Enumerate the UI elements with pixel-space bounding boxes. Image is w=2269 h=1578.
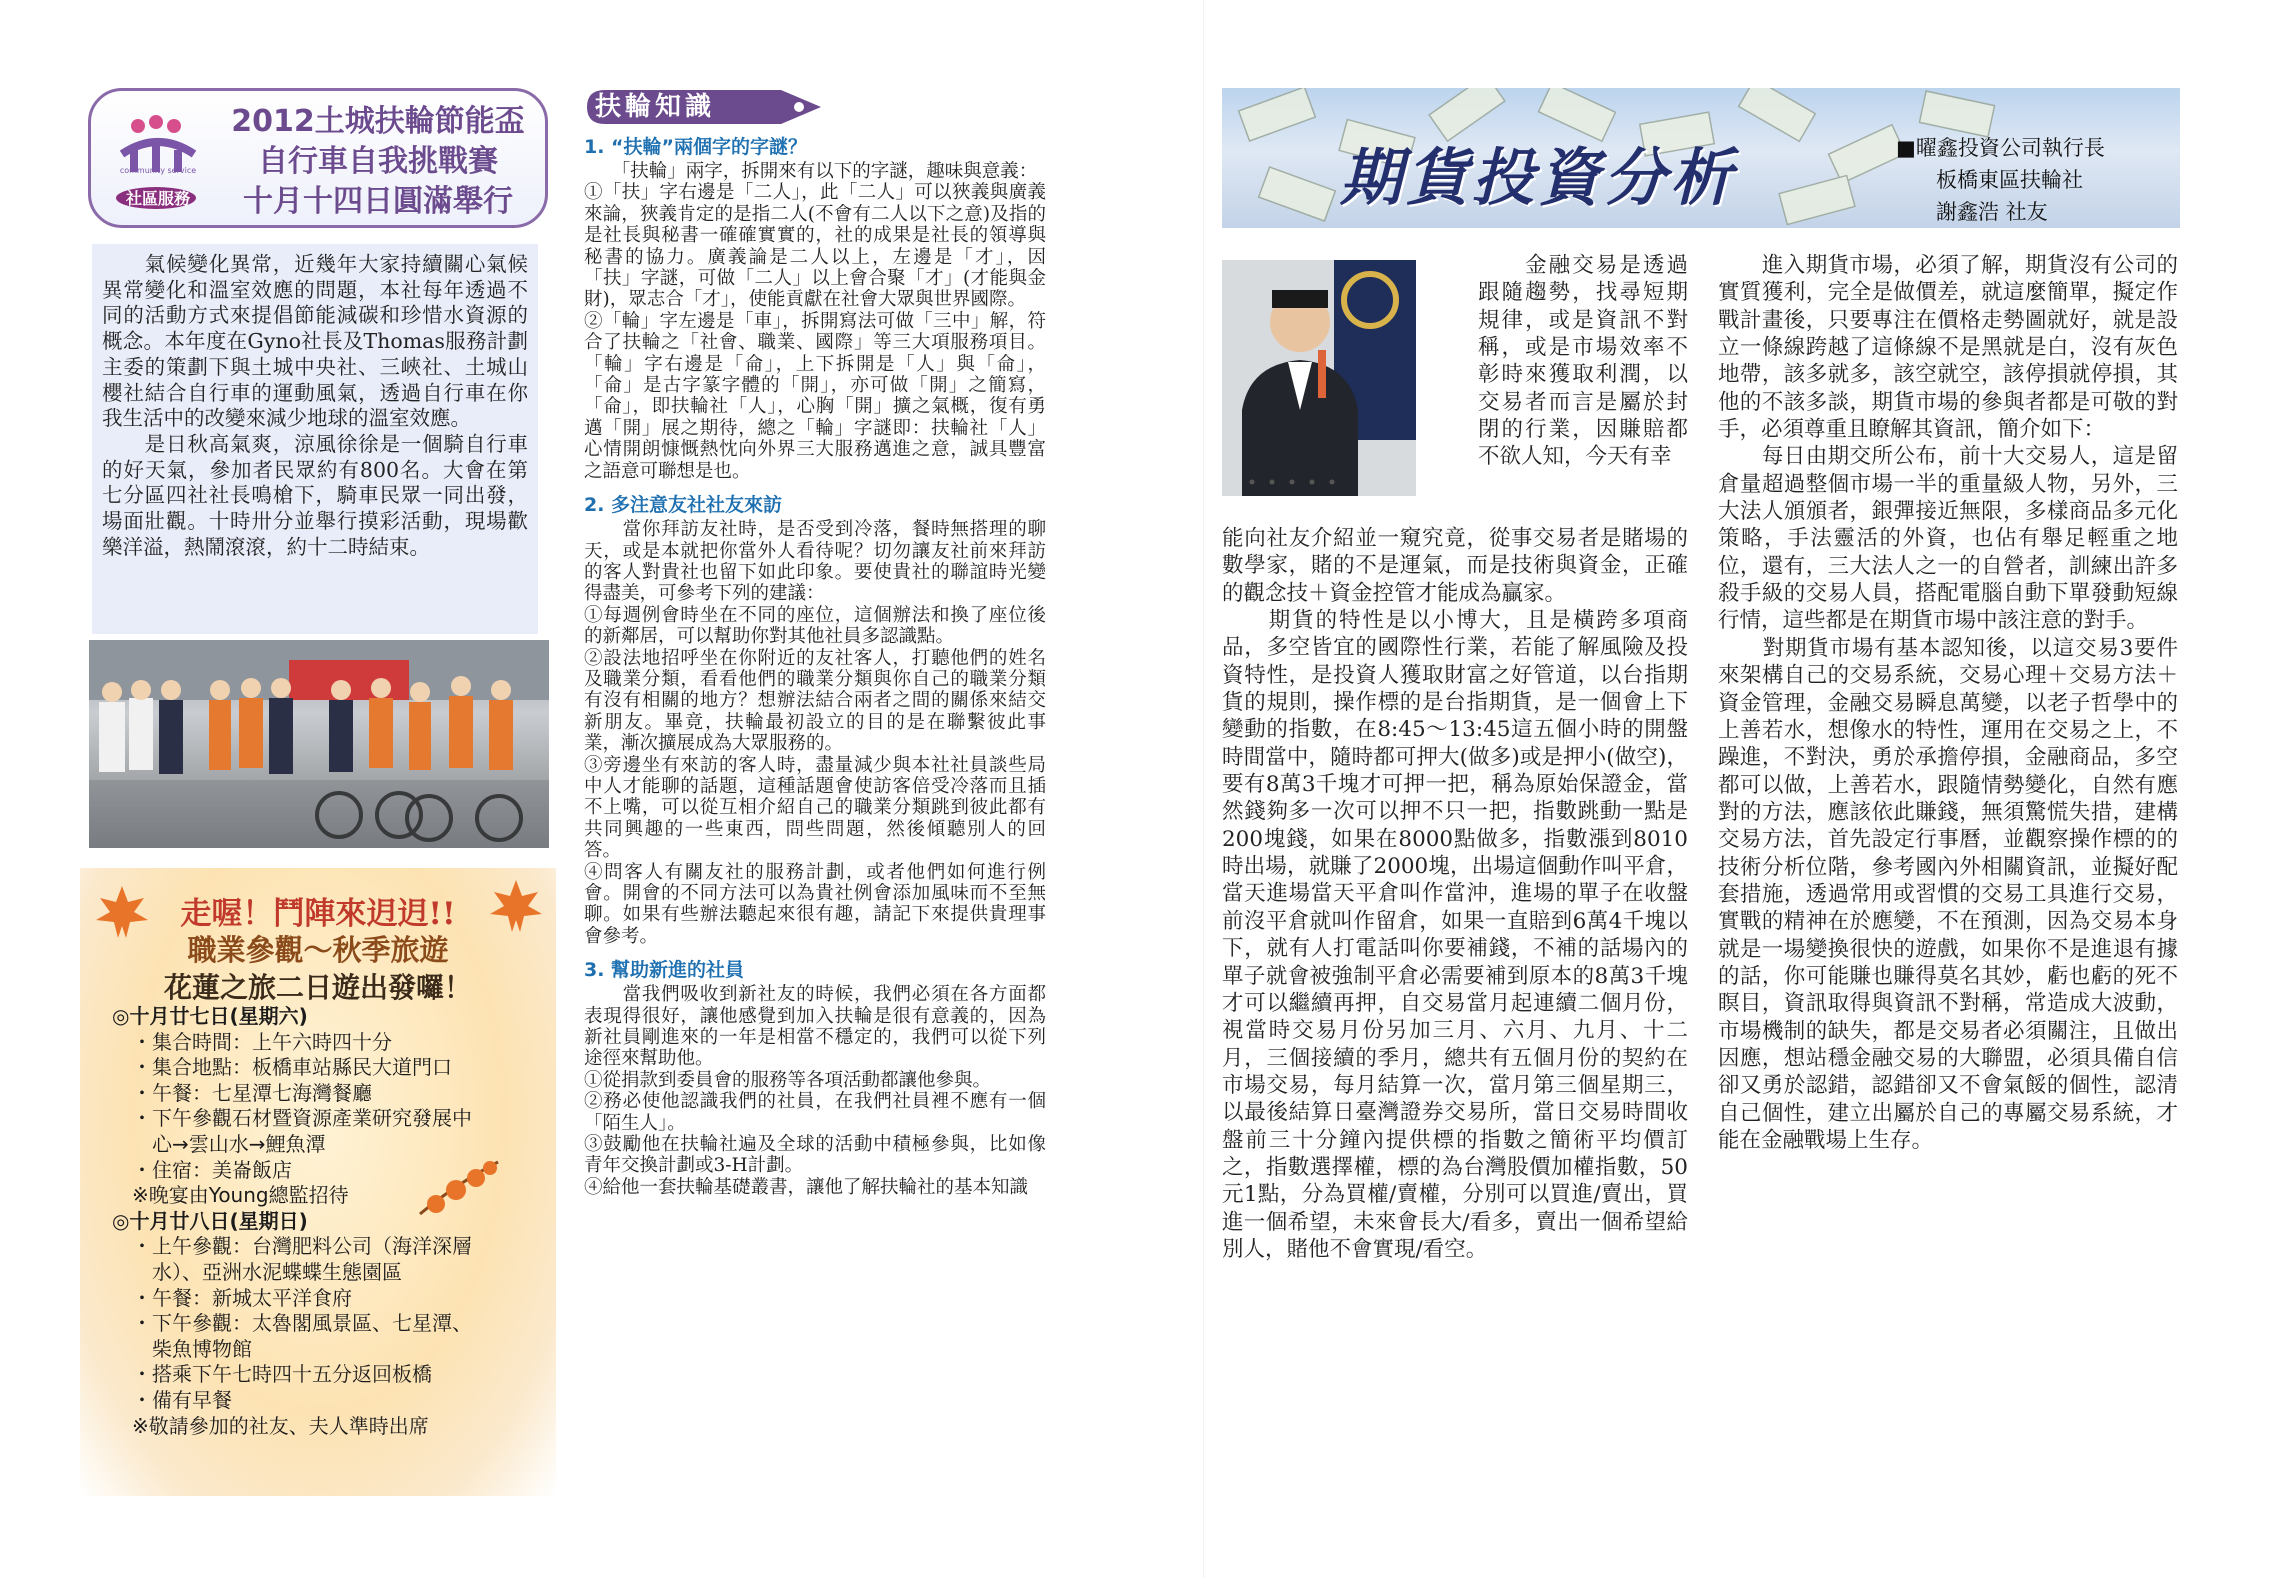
trip-item: ・下午參觀：太魯閣風景區、七星潭、 [112, 1311, 472, 1336]
event-title-line-1: 2012土城扶輪節能盃 [231, 104, 525, 139]
rotary-knowledge-article [584, 132, 1046, 1198]
cycling-group-photo [89, 640, 549, 848]
section-2-body: 當你拜訪友社時，是否受到冷落，餐時無搭理的聊天，或是本就把你當外人看待呢？切勿讓友社前來拜訪的客人對貴社也留下如此印象。要使貴社的聯誼時光變得盡美，可參考下列的建議： ①每週例會時坐在不同的座位，這個辦法和換了座位後的新鄰居，可以幫助你對其他社員多認識點。 ②設法地招呼坐在你附近的友社客人，打聽他們的姓名及職業分類，看看他們的職業分類與你自己的職業分類有沒有相關的地方？想辦法結合兩者之間的關係來結交新朋友。畢竟，扶輪最初設立的目的是在聯繫彼此事業，漸次擴展成為大眾服務的。 ③旁邊坐有來訪的客人時，盡量減少與本社社員談些局中人才能聊的話題，這種話題會使訪客倍受冷落而且插不上嘴，可以從互相介紹自己的職業分類跳到彼此都有共同興趣的一些東西，問些問題，然後傾聽別人的回答。 ④問客人有關友社的服務計劃，或者他們如何進行例會。開會的不同方法可以為貴社例會添加風味而不至無聊。如果有些辦法聽起來很有趣，請記下來提供貴理事會參考。 [584, 519, 1046, 947]
logo-caption: community service [119, 166, 197, 175]
trip-heading-1: 走喔！鬥陣來迌迌!! [180, 896, 456, 932]
futures-column-1-body: 能向社友介紹並一窺究竟，從事交易者是賭場的數學家，賭的不是運氣，而是技術與資金，正確的觀念技＋資金控管才能成為贏家。 期貨的特性是以小博大，且是橫跨多項商品，多空皆宜的國際性行業，若能了解風險及投資特性，是投資人獲取財富之好管道，以台指期貨的規則，操作標的是台指期貨，是一個會上下變動的指數，在8:45～13:45這五個小時的開盤時間當中，隨時都可押大(做多)或是押小(做空)，要有8萬3千塊才可押一把，稱為原始保證金，當然錢夠多一次可以押不只一把，指數跳動一點是200塊錢，如果在8000點做多，指數漲到8010時出場，就賺了2000塊，出場這個動作叫平倉，當天進場當天平倉叫作當沖，進場的單子在收盤前沒平倉就叫作留倉，如果一直賠到6萬4千塊以下，就有人打電話叫你要補錢，不補的話場內的單子就會被強制平倉必需要補到原本的8萬3千塊才可以繼續再押，自交易當月起連續二個月份，視當時交易月份另加三月、六月、九月、十二月，三個接續的季月，總共有五個月份的契約在市場交易，每月結算一次，當月第三個星期三，以最後結算日臺灣證券交易所，當日交易時間收盤前三十分鐘內提供標的指數之簡術平均價訂之，指數選擇權，標的為台灣股價加權指數，50元1點，分為買權/賣權，分別可以買進/賣出，買進一個希望，未來會長大/看多，賣出一個希望給別人，賭他不會實現/看空。 [1222, 526, 1688, 1262]
futures-title: 期貨投資分析 [1340, 141, 1737, 214]
section-2-title: 2. 多注意友社社友來訪 [584, 494, 783, 517]
author-byline [1896, 132, 2105, 228]
autumn-trip-notice [80, 868, 556, 1496]
trip-item: ・搭乘下午七時四十五分返回板橋 [112, 1362, 432, 1387]
section-3-title: 3. 幫助新進的社員 [584, 959, 745, 982]
trip-item: ・備有早餐 [112, 1387, 232, 1412]
trip-item: ・住宿：美崙飯店 [112, 1157, 292, 1182]
trip-item: ・集合地點：板橋車站縣民大道門口 [112, 1055, 452, 1080]
byline-title: ■曜鑫投資公司執行長 [1896, 136, 2105, 160]
trip-item: 心→雲山水→鯉魚潭 [112, 1131, 326, 1156]
event-article-body: 氣候變化異常，近幾年大家持續關心氣候異常變化和溫室效應的問題，本社每年透過不同的活動方式來提倡節能減碳和珍惜水資源的概念。本年度在Gyno社長及Thomas服務計劃主委的策劃下與土城中央社、三峽社、土城山櫻社結合自行車的運動風氣，透過自行車在你我生活中的改變來減少地球的溫室效應。 是日秋高氣爽，涼風徐徐是一個騎自行車的好天氣，參加者民眾約有800名。大會在第七分區四社社長鳴槍下，騎車民眾一同出發，場面壯觀。十時卅分並舉行摸彩活動，現場歡樂洋溢，熱鬧滾滾，約十二時結束。 [102, 252, 528, 559]
section-1-body: 「扶輪」兩字，拆開來有以下的字謎，趣味與意義： ①「扶」字右邊是「二人」，此「二人」可以狹義與廣義來論，狹義肯定的是指二人(不會有二人以下之意)及指的是社長與秘書一確確實實的，社的成果是社長的領導與秘書的協力。廣義論是二人以上，左邊是「才」，因「扶」字謎，可做「二人」以上會合聚「才」(才能與金財)，眾志合「才」，使能貢獻在社會大眾與世界國際。 ②「輪」字左邊是「車」，拆開寫法可做「三中」解，符合了扶輪之「社會、職業、國際」等三大項服務項目。「輪」字右邊是「侖」，上下拆開是「人」與「侖」，「侖」是古字篆字體的「開」，亦可做「開」之簡寫，「侖」，即扶輪社「人」，心胸「開」擴之氣概，復有勇邁「開」展之期待，總之「輪」字謎即：扶輪社「人」心情開朗慷慨熱忱向外界三大服務邁進之意，誠具豐富之語意可聯想是也。 [584, 161, 1046, 482]
trip-heading-3: 花蓮之旅二日遊出發囉！ [163, 971, 472, 1004]
futures-intro: 金融交易是透過跟隨趨勢，找尋短期規律，或是資訊不對稱，或是市場效率不彰時來獲取利潤，以交易者而言是屬於封閉的行業，因賺賠都不欲人知，今天有幸 [1478, 253, 1688, 470]
futures-column-1 [1222, 252, 1688, 1263]
trip-item: ・午餐：新城太平洋食府 [112, 1285, 352, 1310]
trip-item: 柴魚博物館 [112, 1336, 252, 1361]
event-article [92, 244, 538, 634]
section-1-title: 1. “扶輪”兩個字的字謎？ [584, 136, 808, 158]
byline-name: 謝鑫浩 社友 [1936, 200, 2048, 224]
trip-heading-2: 職業參觀～秋季旅遊 [187, 933, 449, 967]
trip-schedule [112, 1004, 552, 1439]
trip-item: ・上午參觀：台灣肥料公司（海洋深層 [112, 1234, 472, 1259]
page-divider [1203, 0, 1204, 1578]
cycling-photo-image [89, 640, 549, 848]
trip-item: ・集合時間：上午六時四十分 [112, 1029, 392, 1054]
banner-label: 扶輪知識 [595, 92, 716, 122]
logo-label: 社區服務 [125, 189, 190, 208]
community-service-logo [108, 110, 218, 210]
futures-column-2 [1718, 252, 2178, 1154]
trip-item: ・午餐：七星潭七海灣餐廳 [112, 1080, 372, 1105]
event-title-line-2: 自行車自我挑戰賽 [258, 144, 498, 179]
trip-item: ・下午參觀石材暨資源產業研究發展中 [112, 1106, 472, 1131]
trip-item: ※敬請參加的社友、夫人準時出席 [112, 1413, 429, 1438]
event-title-line-3: 十月十四日圓滿舉行 [243, 184, 513, 219]
trip-day-2: ◎十月廿八日(星期日) [112, 1208, 308, 1233]
trip-day-1: ◎十月廿七日(星期六) [112, 1004, 308, 1028]
trip-item: ※晚宴由Young總監招待 [112, 1183, 349, 1208]
trip-item: 水）、亞洲水泥蝶蝶生態園區 [112, 1259, 402, 1284]
byline-club: 板橋東區扶輪社 [1936, 168, 2083, 192]
section-3-body: 當我們吸收到新社友的時候，我們必須在各方面都表現得很好，讓他感覺到加入扶輪是很有意義的，因為新社員剛進來的一年是相當不穩定的，我們可以從下列途徑來幫助他。 ①從捐款到委員會的服務等各項活動都讓他參與。 ②務必使他認識我們的社員，在我們社員裡不應有一個「陌生人」。 ③鼓勵他在扶輪社遍及全球的活動中積極參與，比如像青年交換計劃或3-H計劃。 ④給他一套扶輪基礎叢書，讓他了解扶輪社的基本知識 [584, 984, 1046, 1198]
rotary-knowledge-banner [585, 88, 823, 126]
futures-column-2-body: 進入期貨市場，必須了解，期貨沒有公司的實質獲利，完全是做價差，就這麼簡單，擬定作戰計畫後，只要專注在價格走勢圖就好，就是設立一條線跨越了這條線不是黑就是白，沒有灰色地帶，該多就多，該空就空，該停損就停損，其他的不該多談，期貨市場的參與者都是可敬的對手，必須尊重且瞭解其資訊，簡介如下： 每日由期交所公布，前十大交易人，這是留倉量超過整個市場一半的重量級人物，另外，三大法人頒頒者，銀彈接近無限，多樣商品多元化策略，手法靈活的外資，也佔有舉足輕重之地位，還有，三大法人之一的自營者，訓練出許多殺手級的交易人員，搭配電腦自動下單發動短線行情，這些都是在期貨市場中該注意的對手。 對期貨市場有基本認知後，以這交易3要件來架構自己的交易系統，交易心理＋交易方法＋資金管理，金融交易瞬息萬變，以老子哲學中的上善若水，想像水的特性，運用在交易之上，不躁進，不對決，勇於承擔停損，金融商品，多空都可以做，上善若水，跟隨情勢變化，自然有應對的方法，應該依此賺錢，無須驚慌失措，建構交易方法，首先設定行事曆，並觀察操作標的的技術分析位階，參考國內外相關資訊，並擬好配套措施，透過常用或習慣的交易工具進行交易，實戰的精神在於應變，不在預測，因為交易本身就是一場變換很快的遊戲，如果你不是進退有據的話，你可能賺也賺得莫名其妙，虧也虧的死不瞑目，資訊取得與資訊不對稱，常造成大波動，市場機制的缺失，都是交易者必須關注，且做出因應，想站穩金融交易的大聯盟，必須具備自信卻又勇於認錯，認錯卻又不會氣餒的個性，認清自己個性，建立出屬於自己的專屬交易系統，才能在金融戰場上生存。 [1718, 253, 2178, 1153]
